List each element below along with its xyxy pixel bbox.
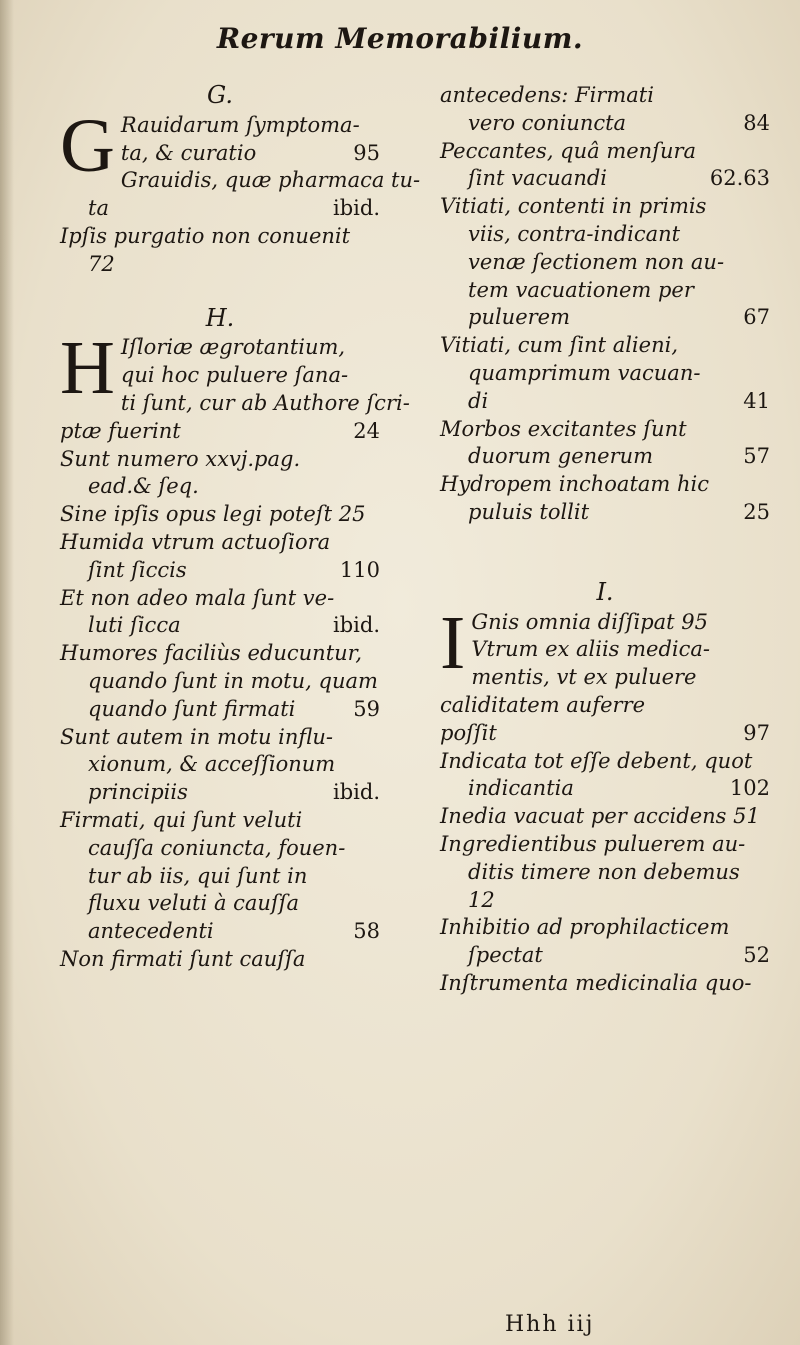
page-reference: 95 [353, 140, 380, 165]
index-entry-line: Peccantes, quâ menſura [440, 138, 697, 163]
index-entry-line: ſint ſiccis 110 [60, 557, 380, 585]
index-entry-line: antecedenti 58 [60, 918, 380, 946]
index-section-i [440, 600, 770, 998]
index-entry-line: xionum, & acceſſionum [88, 752, 336, 777]
running-head: Rerum Memorabilium. [216, 22, 584, 55]
index-entry-line: Iſloriæ ægrotantium, [120, 335, 346, 360]
page-reference: ibid. [333, 196, 380, 221]
index-entry [440, 193, 770, 332]
index-entry-line: puluerem 67 [440, 304, 770, 332]
section-letter-h: H. [205, 303, 235, 332]
index-entry [440, 914, 770, 970]
index-entry-line: caliditatem auferre [440, 692, 646, 717]
index-entry-line: ta ibid. [60, 195, 380, 223]
index-entry-line: poſſit 97 [440, 720, 770, 748]
index-entry-line: ti ſunt, cur ab Authore ſcri- [120, 390, 410, 415]
index-entry-line: Hydropem inchoatam hic [440, 472, 710, 497]
index-entry-line: 72 [88, 251, 115, 276]
page-reference: 59 [353, 696, 380, 721]
index-entry-line: tem vacuationem per [468, 277, 694, 302]
index-entry-line: Inedia vacuat per accidens 51 [440, 804, 760, 829]
page-reference: 25 [743, 499, 770, 524]
index-entry [60, 807, 380, 946]
index-entry-line: Grauidis, quæ pharmaca tu- [120, 168, 421, 193]
index-entry [440, 748, 770, 804]
index-section-h-continued [440, 82, 770, 527]
page-reference: 110 [339, 557, 380, 582]
index-entry-line: Indicata tot eſſe debent, quot [440, 748, 753, 773]
index-entry [440, 803, 770, 831]
index-entry [60, 724, 380, 807]
index-entry-line: venæ ſectionem non au- [468, 249, 725, 274]
left-column [60, 81, 421, 974]
page-reference: 102 [729, 776, 770, 801]
index-entry-line: tur ab iis, qui ſunt in [88, 863, 308, 888]
index-entry-line: Inſtrumenta medicinalia quo- [440, 970, 752, 995]
index-entry [60, 946, 380, 974]
page-reference: 58 [353, 919, 380, 944]
spacer [440, 527, 770, 579]
index-entry-line: ditis timere non debemus [468, 859, 740, 884]
right-column [440, 82, 770, 998]
signature-mark: Hhh iij [505, 1312, 595, 1337]
page-reference: 62.63 [709, 166, 770, 191]
index-entry-line: ta, & curatio 95 [60, 140, 380, 168]
index-entry-line: Ipſis purgatio non conuenit [60, 223, 351, 248]
index-entry [440, 82, 770, 138]
index-entry [60, 446, 380, 502]
index-entry [440, 831, 770, 914]
index-entry-line: principiis ibid. [60, 779, 380, 807]
index-entry-line: indicantia 102 [440, 775, 770, 803]
page-reference: 84 [743, 110, 770, 135]
index-entry-line: viis, contra-indicant [468, 221, 681, 246]
index-entry-line: Firmati, qui ſunt veluti [60, 807, 303, 832]
drop-cap: I [440, 600, 466, 685]
index-entry-line: Non firmati ſunt cauſſa [60, 946, 306, 971]
page-reference: 97 [743, 720, 770, 745]
index-entry-line: puluis tollit 25 [440, 499, 770, 527]
index-entry-line: Vtrum ex aliis medica- [471, 637, 711, 662]
page-reference: 41 [743, 388, 770, 413]
index-entry-line: Vitiati, cum ſint alieni, [440, 333, 678, 358]
page-reference: ibid. [333, 613, 380, 638]
index-entry [440, 138, 770, 194]
index-entry [60, 529, 380, 585]
index-entry [440, 970, 770, 998]
index-entry-line: Sunt autem in motu influ- [60, 724, 334, 749]
index-entry-line: Rauidarum ſymptoma- [120, 112, 360, 137]
section-letter-i: I. [596, 577, 614, 606]
index-entry-line: di 41 [440, 388, 770, 416]
index-entry-line: luti ſicca ibid. [60, 612, 380, 640]
index-section-h [60, 326, 410, 973]
index-entry-line: Morbos excitantes ſunt [440, 416, 687, 441]
index-entry-line: ſint vacuandi 62.63 [440, 165, 770, 193]
index-entry [440, 416, 770, 472]
page-reference: 24 [353, 418, 380, 443]
page-reference: 57 [743, 444, 770, 469]
page-reference: 67 [743, 305, 770, 330]
index-entry-line: vero coniuncta 84 [440, 110, 770, 138]
index-entry-line: Vitiati, contenti in primis [440, 194, 707, 219]
index-entry-line: quando ſunt in motu, quam [88, 668, 378, 693]
index-entry [60, 501, 380, 529]
drop-cap: G [60, 103, 115, 188]
index-entry-line: 12 [468, 887, 495, 912]
index-entry-line: Et non adeo mala ſunt ve- [60, 585, 335, 610]
index-entry-line: cauſſa coniuncta, fouen- [88, 835, 346, 860]
index-entry-line: Inhibitio ad prophilacticem [440, 915, 730, 940]
index-entry [60, 640, 380, 723]
drop-cap: H [60, 326, 115, 411]
index-entry-line: Ingredientibus puluerem au- [440, 831, 746, 856]
index-entry-line: Sine ipſis opus legi poteſt 25 [60, 502, 366, 527]
index-entry-line: quamprimum vacuan- [468, 360, 701, 385]
index-entry-line: fluxu veluti à cauſſa [88, 891, 300, 916]
index-entry-line: antecedens: Firmati [440, 83, 654, 107]
index-entry-line: mentis, vt ex puluere [471, 665, 697, 690]
index-entry [60, 326, 410, 445]
index-section-g [60, 103, 421, 279]
page-reference: ibid. [333, 780, 380, 805]
index-entry [440, 600, 770, 748]
index-entry-line: ptæ fuerint 24 [60, 418, 380, 446]
page-reference: 52 [743, 943, 770, 968]
index-entry-line: Sunt numero xxvj.pag. [60, 446, 301, 471]
index-entry-line: ead.& ſeq. [88, 474, 199, 499]
index-entry-line: duorum generum 57 [440, 443, 770, 471]
spacer [60, 279, 380, 305]
index-entry [440, 471, 770, 527]
index-entry-line: ſpectat 52 [440, 942, 770, 970]
index-entry-line: quando ſunt firmati 59 [60, 696, 380, 724]
index-entry-line: qui hoc puluere ſana- [120, 363, 349, 388]
section-letter-g: G. [207, 81, 233, 109]
index-entry [60, 585, 380, 641]
index-entry-line: Humida vtrum actuoſiora [60, 529, 331, 554]
page-gutter-shadow [0, 0, 14, 1345]
index-entry [60, 223, 380, 279]
index-entry-line: Humores faciliùs educuntur, [60, 641, 363, 666]
index-entry [440, 332, 770, 415]
index-entry-line: Gnis omnia diſſipat 95 [471, 609, 708, 634]
